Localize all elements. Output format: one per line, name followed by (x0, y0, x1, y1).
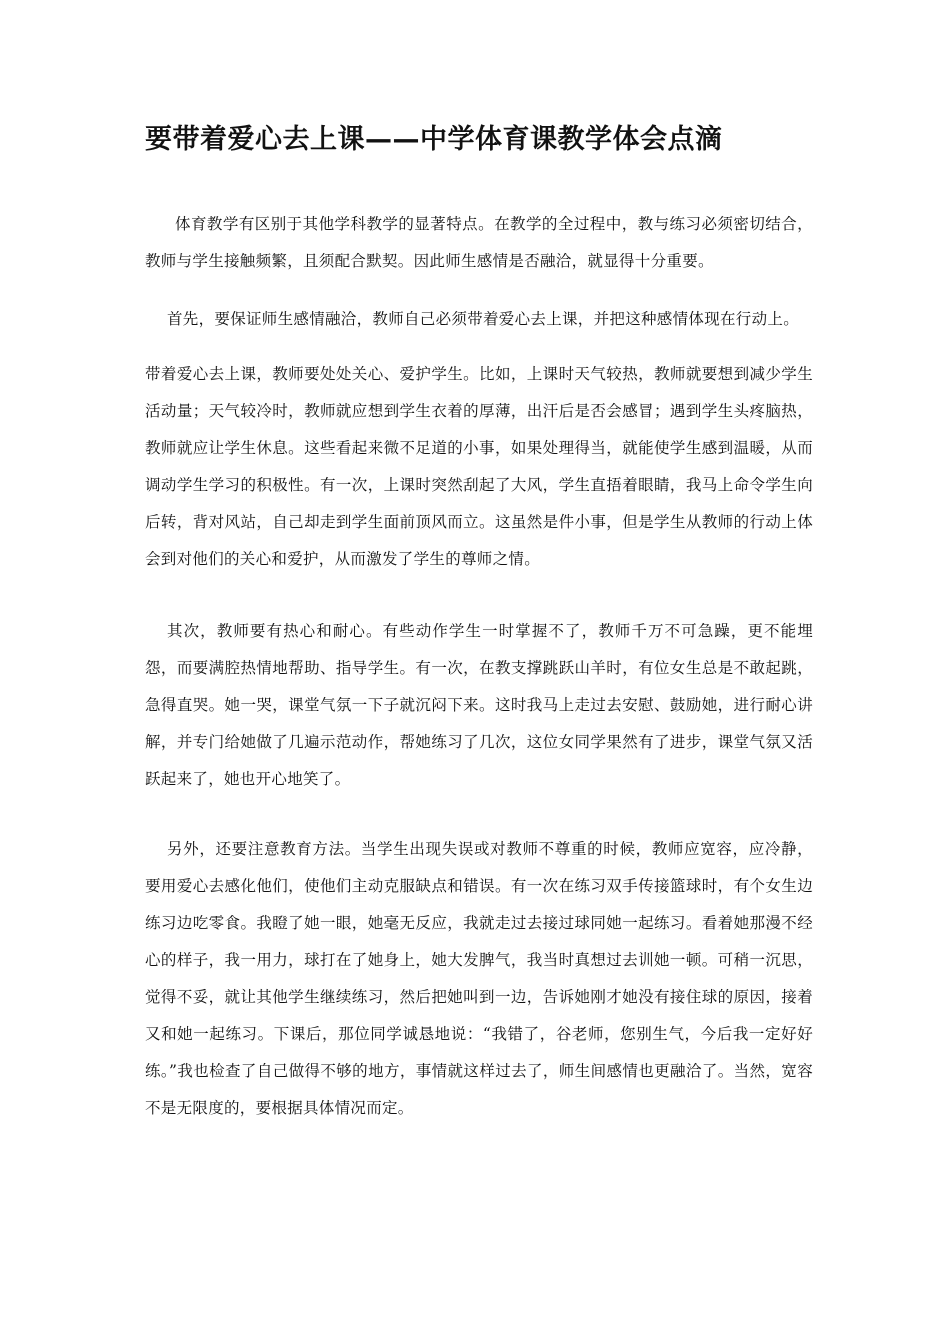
paragraph-first-point: 首先，要保证师生感情融洽，教师自己必须带着爱心去上课，并把这种感情体现在行动上。 (167, 309, 800, 328)
paragraph-intro: 体育教学有区别于其他学科教学的显著特点。在教学的全过程中，教与练习必须密切结合，教师与学生接触频繁，且须配合默契。因此师生感情是否融洽，就显得十分重要。 (145, 214, 813, 270)
paragraph-third-point: 另外，还要注意教育方法。当学生出现失误或对教师不尊重的时候，教师应宽容，应冷静，要用爱心去感化他们，使他们主动克服缺点和错误。有一次在练习双手传接篮球时，有个女生边练习边吃零食。我瞪了她一眼，她毫无反应，我就走过去接过球同她一起练习。看着她那漫不经心的样子，我一用力，球打在了她身上，她大发脾气，我当时真想过去训她一顿。可稍一沉思，觉得不妥，就让其他学生继续练习，然后把她叫到一边，告诉她刚才她没有接住球的原因，接着又和她一起练习。下课后，那位同学诚恳地说：“我错了，谷老师，您别生气，今后我一定好好练。”我也检查了自己做得不够的地方，事情就这样过去了，师生间感情也更融洽了。当然，宽容不是无限度的，要根据具体情况而定。 (145, 839, 813, 1117)
document-title: 要带着爱心去上课——中学体育课教学体会点滴 (145, 124, 723, 155)
paragraph-second-point: 其次，教师要有热心和耐心。有些动作学生一时掌握不了，教师千万不可急躁，更不能埋怨，而要满腔热情地帮助、指导学生。有一次，在教支撑跳跃山羊时，有位女生总是不敢起跳，急得直哭。她一哭，课堂气氛一下子就沉闷下来。这时我马上走过去安慰、鼓励她，进行耐心讲解，并专门给她做了几遍示范动作，帮她练习了几次，这位女同学果然有了进步，课堂气氛又活跃起来了，她也开心地笑了。 (145, 621, 813, 788)
paragraph-care-example: 带着爱心去上课，教师要处处关心、爱护学生。比如，上课时天气较热，教师就要想到减少学生活动量；天气较冷时，教师就应想到学生衣着的厚薄，出汗后是否会感冒；遇到学生头疼脑热，教师就应让学生休息。这些看起来微不足道的小事，如果处理得当，就能使学生感到温暖，从而调动学生学习的积极性。有一次，上课时突然刮起了大风，学生直捂着眼睛，我马上命令学生向后转，背对风站，自己却走到学生面前顶风而立。这虽然是件小事，但是学生从教师的行动上体会到对他们的关心和爱护，从而激发了学生的尊师之情。 (145, 364, 813, 568)
